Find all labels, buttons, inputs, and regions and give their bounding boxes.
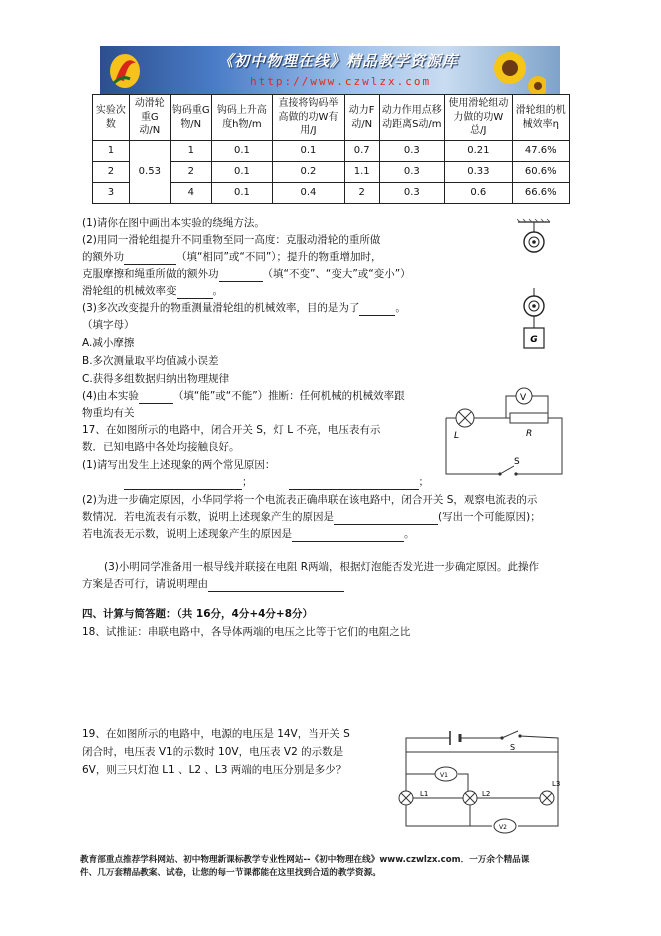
table-cell: 0.33 [445,162,513,183]
q16-part2-line3 [82,267,411,282]
table-cell: 0.3 [379,183,445,204]
q16-text: （填“不变”、“变大”或“变小”） [262,268,411,280]
table-cell: 4 [170,183,211,204]
col-header: 动力作用点移动距离S动/m [379,95,445,141]
q17-part2-line2 [82,510,541,525]
table-cell: 60.6% [512,162,569,183]
q16-option-b: B.多次测量取平均值减小误差 [82,355,219,367]
q19-line3: 6V，则三只灯泡 L1 、L2 、L3 两端的电压分别是多少？ [82,764,347,776]
q16-part2-line1: (2)用同一滑轮组提升不同重物至同一高度：克服动滑轮的重所做 [82,234,381,246]
q16-text: (4)由本实验 [82,390,139,402]
q19-line1: 19、在如图所示的电路中，电源的电压是 14V，当开关 S [82,728,350,740]
experiment-data-table [92,94,570,204]
table-cell: 0.1 [211,162,272,183]
section-title: 四、计算与简答题：（共 16分，4分+4分+8分） [82,608,314,620]
q16-part3-note: （填字母） [82,319,135,331]
q16-text: 。 [395,302,406,314]
q16-text: (3)多次改变提升的物重测量滑轮组的机械效率，目的是为了 [82,302,360,314]
q17-text: 若电流表无示数，说明上述现象产生的原因是 [82,528,292,540]
switch-label: S [514,457,520,467]
lamp-label: L [454,431,460,441]
answer-blank[interactable] [124,253,176,265]
q17-part1-answers [82,475,429,490]
page-footer [80,854,600,881]
q16-text: （填“相同”或“不同”）；提升的物重增加时， [176,251,382,263]
table-cell: 0.1 [211,141,272,162]
table-cell: 0.1 [273,141,345,162]
q16-text: 滑轮组的机械效率变 [82,285,177,297]
lamp-l3-label: L3 [552,780,561,788]
table-cell: 0.53 [129,141,170,204]
col-header: 动滑轮重G动/N [129,95,170,141]
q17-text: 方案是否可行，请说明理由 [82,578,208,590]
lamp-l2-label: L2 [482,790,491,798]
table-cell: 1 [93,141,130,162]
q18-text: 18、试推证：串联电路中，各导体两端的电压之比等于它们的电阻之比 [82,626,411,638]
table-cell: 66.6% [512,183,569,204]
answer-blank[interactable] [139,392,173,404]
weight-label: G [530,335,538,345]
q17-circuit-diagram [440,382,570,482]
col-header: 滑轮组的机械效率η [512,95,569,141]
q17-part2-line1: (2)为进一步确定原因，小华同学将一个电流表正确串联在该电路中，闭合开关 S，观察电流表的示 [82,494,538,506]
col-header: 钩码重G物/N [170,95,211,141]
q17-text: 数情况．若电流表有示数，说明上述现象产生的原因是 [82,511,334,523]
table-cell: 0.3 [379,141,445,162]
q19-circuit-diagram [392,722,572,840]
answer-blank[interactable] [359,304,395,316]
q17-intro-line2: 数．已知电路中各处均接触良好。 [82,441,240,453]
table-cell: 47.6% [512,141,569,162]
sunflower-icon [474,46,546,94]
col-header: 动力F动/N [344,95,379,141]
q17-text: (写出一个可能原因)； [438,511,541,523]
q17-intro-line1: 17、在如图所示的电路中，闭合开关 S，灯 L 不亮，电压表有示 [82,424,381,436]
answer-blank[interactable] [208,580,344,592]
table-cell: 0.6 [445,183,513,204]
q16-part4-line2: 物重均有关 [82,407,135,419]
pulley-figure [504,218,564,358]
banner-url[interactable]: http://www.czwlzx.com [250,75,432,88]
table-cell: 2 [170,162,211,183]
answer-blank[interactable] [289,478,419,490]
lamp-l1-label: L1 [420,790,429,798]
table-cell: 0.7 [344,141,379,162]
answer-blank[interactable] [124,478,242,490]
table-cell: 0.1 [211,183,272,204]
q17-part3-line1: (3)小明同学准备用一根导线并联接在电阻 R两端，根据灯泡能否发光进一步确定原因。此操作 [104,561,540,573]
table-row [93,141,570,162]
q17-text: ； [242,476,253,488]
q16-part3 [82,301,406,316]
table-cell: 1 [170,141,211,162]
switch-label: S [510,743,516,752]
q16-option-a: A.减小摩擦 [82,337,135,349]
q16-part2-line2 [82,250,382,265]
voltmeter-v2-label: V2 [499,824,507,831]
voltmeter-label: V [520,393,527,403]
banner-title: 《初中物理在线》精品教学资源库 [218,52,459,70]
q16-text: （填“能”或“不能”）推断：任何机械的机械效率跟 [172,390,405,402]
q16-option-c: C.获得多组数据归纳出物理规律 [82,373,230,385]
answer-blank[interactable] [219,270,263,282]
table-cell: 0.4 [273,183,345,204]
col-header: 钩码上升高度h物/m [211,95,272,141]
table-cell: 3 [93,183,130,204]
q16-text: 的额外功 [82,251,124,263]
table-cell: 0.21 [445,141,513,162]
table-cell: 0.2 [273,162,345,183]
q19-line2: 闭合时，电压表 V1的示数时 10V，电压表 V2 的示数是 [82,746,344,758]
col-header: 实验次数 [93,95,130,141]
voltmeter-v1-label: V1 [440,772,448,779]
table-cell: 0.3 [379,162,445,183]
answer-blank[interactable] [177,287,213,299]
resistor-label: R [526,429,533,439]
table-cell: 2 [93,162,130,183]
table-cell: 2 [344,183,379,204]
col-header: 直接将钩码举高做的功W有用/J [273,95,345,141]
site-banner [100,46,560,94]
q17-part2-line3 [82,527,415,542]
q16-part1: (1)请你在图中画出本实验的绕绳方法。 [82,217,265,229]
site-logo-icon [106,49,144,91]
q16-part2-line4 [82,284,223,299]
footer-line2: 件、几万套精品教案、试卷，让您的每一节课都能在这里找到合适的教学资源。 [80,868,381,879]
q16-part4 [82,389,405,404]
q17-text: ； [418,476,429,488]
q17-part3-line2 [82,577,344,592]
answer-blank[interactable] [292,530,404,542]
q16-text: 克服摩擦和绳重所做的额外功 [82,268,219,280]
col-header: 使用滑轮组动力做的功W总/J [445,95,513,141]
q17-text: 。 [404,528,415,540]
answer-blank[interactable] [334,513,438,525]
q16-text: 。 [212,285,223,297]
footer-line1: 教育部重点推荐学科网站、初中物理新课标教学专业性网站--《初中物理在线》www.czwlzx.com．一万余个精品课 [80,855,530,865]
table-cell: 1.1 [344,162,379,183]
q17-part1: (1)请写出发生上述现象的两个常见原因： [82,459,276,471]
